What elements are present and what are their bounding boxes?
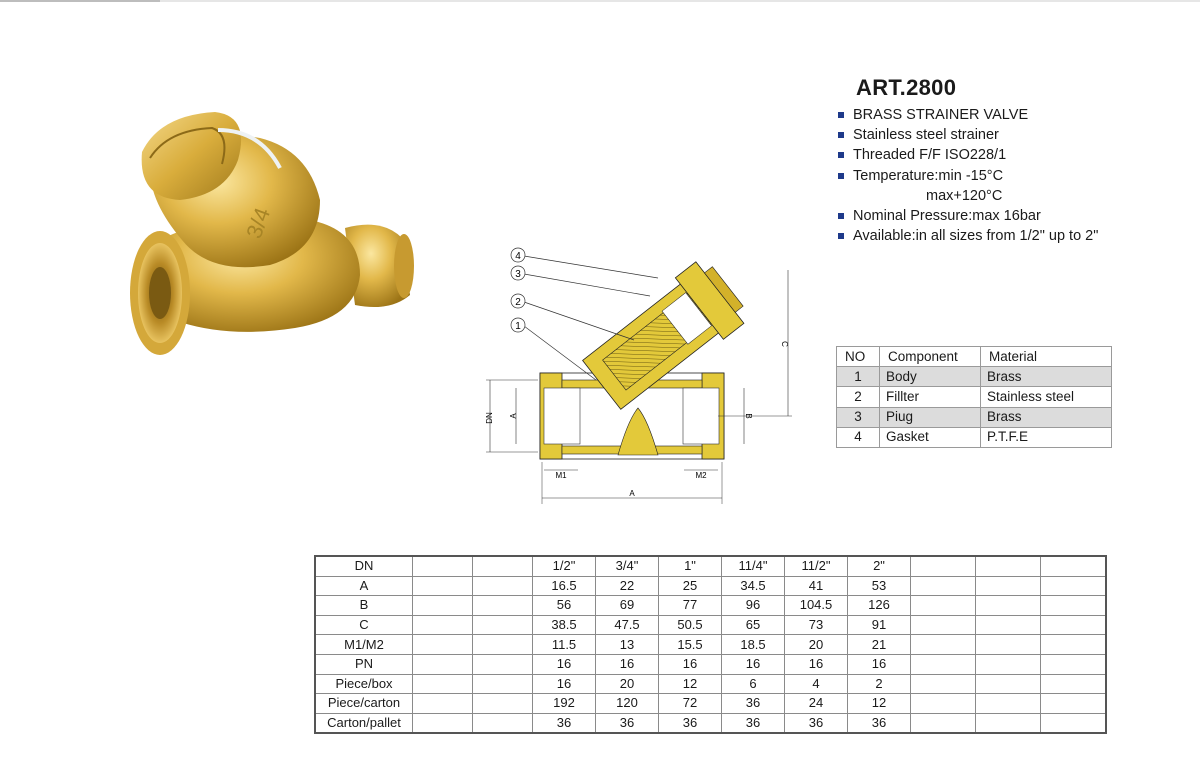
- table-row: [315, 674, 1106, 694]
- value-cell: 18.5: [722, 635, 785, 655]
- value-cell: 73: [785, 615, 848, 635]
- bullet-icon: [838, 173, 844, 179]
- empty-cell: [413, 556, 473, 576]
- value-cell: 38.5: [533, 615, 596, 635]
- value-cell: 50.5: [659, 615, 722, 635]
- callout-1: 1: [515, 321, 521, 332]
- top-rule: [0, 0, 1200, 2]
- empty-cell: [413, 674, 473, 694]
- value-cell: 24: [785, 694, 848, 714]
- empty-cell: [976, 713, 1041, 733]
- value-cell: 22: [596, 576, 659, 596]
- row-label: C: [315, 615, 413, 635]
- empty-cell: [413, 694, 473, 714]
- feature-item: Stainless steel strainer: [836, 125, 1098, 145]
- table-row: [315, 654, 1106, 674]
- value-cell: 36: [533, 713, 596, 733]
- cell-no: 2: [837, 387, 880, 407]
- feature-item: Nominal Pressure:max 16bar: [836, 206, 1098, 226]
- value-cell: 16: [533, 674, 596, 694]
- cell-no: 3: [837, 407, 880, 427]
- empty-cell: [1041, 576, 1107, 596]
- cell-material: P.T.F.E: [981, 427, 1112, 447]
- empty-cell: [976, 615, 1041, 635]
- empty-cell: [473, 576, 533, 596]
- cell-component: Piug: [880, 407, 981, 427]
- table-row: [315, 615, 1106, 635]
- empty-cell: [1041, 615, 1107, 635]
- value-cell: 21: [848, 635, 911, 655]
- table-row: [837, 367, 1112, 387]
- empty-cell: [911, 576, 976, 596]
- value-cell: 36: [596, 713, 659, 733]
- empty-cell: [473, 694, 533, 714]
- value-cell: 34.5: [722, 576, 785, 596]
- empty-cell: [1041, 713, 1107, 733]
- value-cell: 69: [596, 596, 659, 616]
- empty-cell: [976, 674, 1041, 694]
- technical-drawing: [478, 240, 808, 512]
- feature-item: Available:in all sizes from 1/2" up to 2": [836, 226, 1098, 246]
- value-cell: 25: [659, 576, 722, 596]
- size-table: [314, 555, 1107, 734]
- cell-material: Brass: [981, 367, 1112, 387]
- value-cell: 20: [596, 674, 659, 694]
- empty-cell: [473, 635, 533, 655]
- empty-cell: [473, 556, 533, 576]
- empty-cell: [976, 576, 1041, 596]
- value-cell: 12: [659, 674, 722, 694]
- empty-cell: [413, 596, 473, 616]
- empty-cell: [976, 635, 1041, 655]
- value-cell: 16: [848, 654, 911, 674]
- feature-item: BRASS STRAINER VALVE: [836, 105, 1098, 125]
- bullet-icon: [838, 112, 844, 118]
- empty-cell: [911, 713, 976, 733]
- dim-m2: M2: [695, 471, 707, 480]
- value-cell: 96: [722, 596, 785, 616]
- table-row: [315, 694, 1106, 714]
- value-cell: 15.5: [659, 635, 722, 655]
- bullet-icon: [838, 213, 844, 219]
- empty-cell: [911, 635, 976, 655]
- callout-2: 2: [515, 297, 521, 308]
- value-cell: 192: [533, 694, 596, 714]
- empty-cell: [413, 713, 473, 733]
- empty-cell: [976, 556, 1041, 576]
- value-cell: 56: [533, 596, 596, 616]
- row-label: DN: [315, 556, 413, 576]
- photo-marking: 3/4: [241, 204, 276, 242]
- dim-dn: DN: [485, 412, 494, 424]
- table-row: [315, 576, 1106, 596]
- value-cell: 11.5: [533, 635, 596, 655]
- dim-a-bottom: A: [629, 489, 635, 498]
- value-cell: 2: [848, 674, 911, 694]
- value-cell: 16: [533, 654, 596, 674]
- value-cell: 1/2": [533, 556, 596, 576]
- empty-cell: [473, 615, 533, 635]
- empty-cell: [1041, 596, 1107, 616]
- value-cell: 20: [785, 635, 848, 655]
- empty-cell: [911, 694, 976, 714]
- dim-m1: M1: [555, 471, 567, 480]
- table-row: [837, 407, 1112, 427]
- dim-b-side: B: [744, 413, 753, 419]
- value-cell: 120: [596, 694, 659, 714]
- value-cell: 36: [659, 713, 722, 733]
- table-row: [315, 713, 1106, 733]
- value-cell: 41: [785, 576, 848, 596]
- value-cell: 4: [785, 674, 848, 694]
- empty-cell: [911, 654, 976, 674]
- dim-a-side: A: [509, 413, 518, 419]
- value-cell: 91: [848, 615, 911, 635]
- value-cell: 16: [596, 654, 659, 674]
- empty-cell: [413, 654, 473, 674]
- value-cell: 104.5: [785, 596, 848, 616]
- value-cell: 1": [659, 556, 722, 576]
- callout-3: 3: [515, 269, 521, 280]
- value-cell: 36: [722, 694, 785, 714]
- cell-component: Body: [880, 367, 981, 387]
- empty-cell: [473, 674, 533, 694]
- row-label: A: [315, 576, 413, 596]
- empty-cell: [976, 596, 1041, 616]
- row-label: M1/M2: [315, 635, 413, 655]
- bullet-icon: [838, 152, 844, 158]
- cell-component: Fillter: [880, 387, 981, 407]
- empty-cell: [1041, 635, 1107, 655]
- table-header-row: [837, 347, 1112, 367]
- value-cell: 77: [659, 596, 722, 616]
- empty-cell: [911, 615, 976, 635]
- feature-item-continuation: max+120°C: [926, 187, 1003, 204]
- cell-no: 1: [837, 367, 880, 387]
- value-cell: 47.5: [596, 615, 659, 635]
- cell-material: Stainless steel: [981, 387, 1112, 407]
- value-cell: 126: [848, 596, 911, 616]
- feature-list: [836, 105, 1098, 246]
- table-row: [315, 556, 1106, 576]
- table-row: [837, 387, 1112, 407]
- empty-cell: [976, 694, 1041, 714]
- header-component: Component: [880, 347, 981, 367]
- table-row: [315, 596, 1106, 616]
- value-cell: 13: [596, 635, 659, 655]
- row-label: Piece/box: [315, 674, 413, 694]
- dim-c: C: [780, 341, 789, 347]
- table-row: [837, 427, 1112, 447]
- empty-cell: [911, 674, 976, 694]
- value-cell: 16: [722, 654, 785, 674]
- empty-cell: [911, 596, 976, 616]
- empty-cell: [1041, 694, 1107, 714]
- empty-cell: [473, 713, 533, 733]
- header-material: Material: [981, 347, 1112, 367]
- bullet-icon: [838, 233, 844, 239]
- feature-item: Temperature:min -15°C: [836, 166, 1098, 186]
- callout-4: 4: [515, 251, 521, 262]
- empty-cell: [1041, 674, 1107, 694]
- empty-cell: [1041, 654, 1107, 674]
- component-table: [836, 346, 1112, 448]
- row-label: Piece/carton: [315, 694, 413, 714]
- empty-cell: [473, 654, 533, 674]
- value-cell: 36: [722, 713, 785, 733]
- valve-photo: [120, 90, 420, 370]
- value-cell: 12: [848, 694, 911, 714]
- empty-cell: [911, 556, 976, 576]
- cell-no: 4: [837, 427, 880, 447]
- value-cell: 3/4": [596, 556, 659, 576]
- value-cell: 11/2": [785, 556, 848, 576]
- value-cell: 36: [848, 713, 911, 733]
- value-cell: 2": [848, 556, 911, 576]
- feature-item: Threaded F/F ISO228/1: [836, 145, 1098, 165]
- value-cell: 16: [785, 654, 848, 674]
- value-cell: 65: [722, 615, 785, 635]
- value-cell: 72: [659, 694, 722, 714]
- row-label: B: [315, 596, 413, 616]
- cell-material: Brass: [981, 407, 1112, 427]
- value-cell: 6: [722, 674, 785, 694]
- empty-cell: [1041, 556, 1107, 576]
- value-cell: 16.5: [533, 576, 596, 596]
- empty-cell: [413, 635, 473, 655]
- empty-cell: [413, 576, 473, 596]
- cell-component: Gasket: [880, 427, 981, 447]
- product-title: ART.2800: [856, 75, 957, 100]
- table-row: [315, 635, 1106, 655]
- value-cell: 53: [848, 576, 911, 596]
- empty-cell: [976, 654, 1041, 674]
- value-cell: 11/4": [722, 556, 785, 576]
- bullet-icon: [838, 132, 844, 138]
- row-label: PN: [315, 654, 413, 674]
- value-cell: 16: [659, 654, 722, 674]
- empty-cell: [413, 615, 473, 635]
- value-cell: 36: [785, 713, 848, 733]
- empty-cell: [473, 596, 533, 616]
- header-no: NO: [837, 347, 880, 367]
- row-label: Carton/pallet: [315, 713, 413, 733]
